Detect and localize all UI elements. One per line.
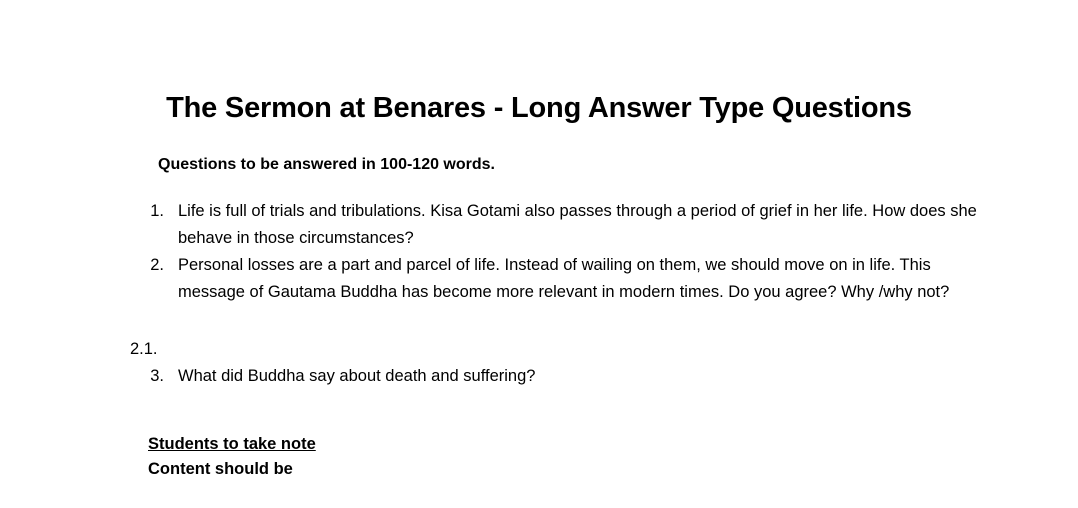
list-item	[130, 363, 1030, 390]
list-item	[130, 198, 1030, 252]
list-item-text: Personal losses are a part and parcel of life. Instead of wailing on them, we should move on in life. This message of Gautama Buddha has become more relevant in modern times. Do you agree? Why /why not?	[178, 256, 950, 301]
list-item-number: 2.	[150, 256, 164, 274]
notes-section	[148, 432, 316, 482]
question-list	[130, 198, 1030, 306]
notes-line: Content should be	[148, 460, 293, 478]
stray-list-number: 2.1.	[130, 340, 158, 358]
page-title: The Sermon at Benares - Long Answer Type Questions	[166, 92, 912, 124]
instructions-text: Questions to be answered in 100-120 words.	[158, 156, 495, 173]
list-item-number: 1.	[150, 202, 164, 220]
notes-heading: Students to take note	[148, 435, 316, 453]
list-item-text: What did Buddha say about death and suffering?	[178, 367, 536, 385]
list-item-text: Life is full of trials and tribulations. Kisa Gotami also passes through a period of grief in her life. How does she behave in those circumstances?	[178, 202, 977, 247]
list-item	[130, 252, 1030, 306]
list-item-number: 3.	[150, 367, 164, 385]
